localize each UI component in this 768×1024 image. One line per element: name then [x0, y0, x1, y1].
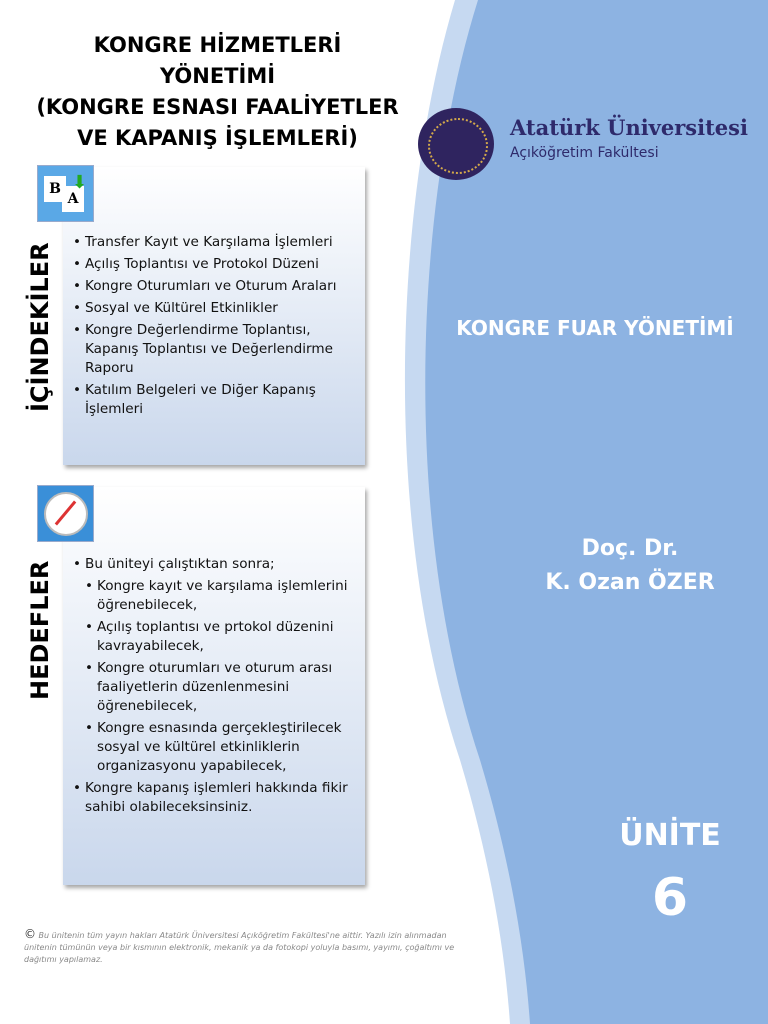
- unit-number: 6: [651, 868, 689, 928]
- title-line: (KONGRE ESNASI FAALİYETLER: [36, 95, 399, 119]
- list-item: • Kongre Oturumları ve Oturum Araları: [73, 277, 365, 296]
- goals-label: HEDEFLER: [26, 560, 54, 700]
- university-logo: [418, 108, 494, 180]
- title-line: VE KAPANIŞ İŞLEMLERİ): [77, 126, 358, 150]
- list-item: • Kongre Değerlendirme Toplantısı, Kapanış Toplantısı ve Değerlendirme Raporu: [73, 321, 365, 378]
- list-item: • Transfer Kayıt ve Karşılama İşlemleri: [73, 233, 365, 252]
- list-item: • Kongre oturumları ve oturum arası faaliyetlerin düzenlenmesini öğrenebilecek,: [85, 659, 365, 716]
- copyright-notice: [24, 928, 474, 966]
- unit-label: ÜNİTE: [619, 818, 721, 853]
- list-item: • Kongre kayıt ve karşılama işlemlerini öğrenebilecek,: [85, 577, 365, 615]
- university-name: Atatürk Üniversitesi: [510, 115, 748, 140]
- title-line: KONGRE HİZMETLERİ: [93, 33, 342, 57]
- title-line: YÖNETİMİ: [159, 64, 276, 88]
- list-item: • Sosyal ve Kültürel Etkinlikler: [73, 299, 365, 318]
- document-title: [20, 30, 415, 154]
- copyright-icon: ©: [24, 927, 36, 941]
- contents-box: [63, 167, 365, 465]
- list-item: • Bu üniteyi çalıştıktan sonra;: [73, 555, 365, 574]
- list-item: • Açılış Toplantısı ve Protokol Düzeni: [73, 255, 365, 274]
- faculty-name: Açıköğretim Fakültesi: [510, 145, 659, 161]
- copyright-text: Bu ünitenin tüm yayın hakları Atatürk Üniversitesi Açıköğretim Fakültesi'ne aittir. Yazılı izin alınmadan ünitenin tümünün veya bir kısmının elektronik, mekanik ya da fotokopi yoluyla basımı, yayımı, çoğaltımı ve dağıtımı yapılamaz.: [24, 931, 455, 964]
- list-item: • Açılış toplantısı ve prtokol düzenini kavrayabilecek,: [85, 618, 365, 656]
- dictionary-icon: B A ⬇: [37, 165, 94, 222]
- contents-label: İÇİNDEKİLER: [26, 242, 54, 412]
- author: [530, 532, 730, 600]
- compass-icon: [37, 485, 94, 542]
- list-item: • Kongre esnasında gerçekleştirilecek sosyal ve kültürel etkinliklerin organizasyonu yapabilecek,: [85, 719, 365, 776]
- goals-box: [63, 487, 365, 885]
- list-item: • Kongre kapanış işlemleri hakkında fikir sahibi olabileceksinsiniz.: [73, 779, 365, 817]
- course-title: KONGRE FUAR YÖNETİMİ: [456, 316, 734, 340]
- author-title: Doç. Dr.: [581, 536, 679, 561]
- author-name: K. Ozan ÖZER: [545, 570, 715, 595]
- list-item: • Katılım Belgeleri ve Diğer Kapanış İşlemleri: [73, 381, 365, 419]
